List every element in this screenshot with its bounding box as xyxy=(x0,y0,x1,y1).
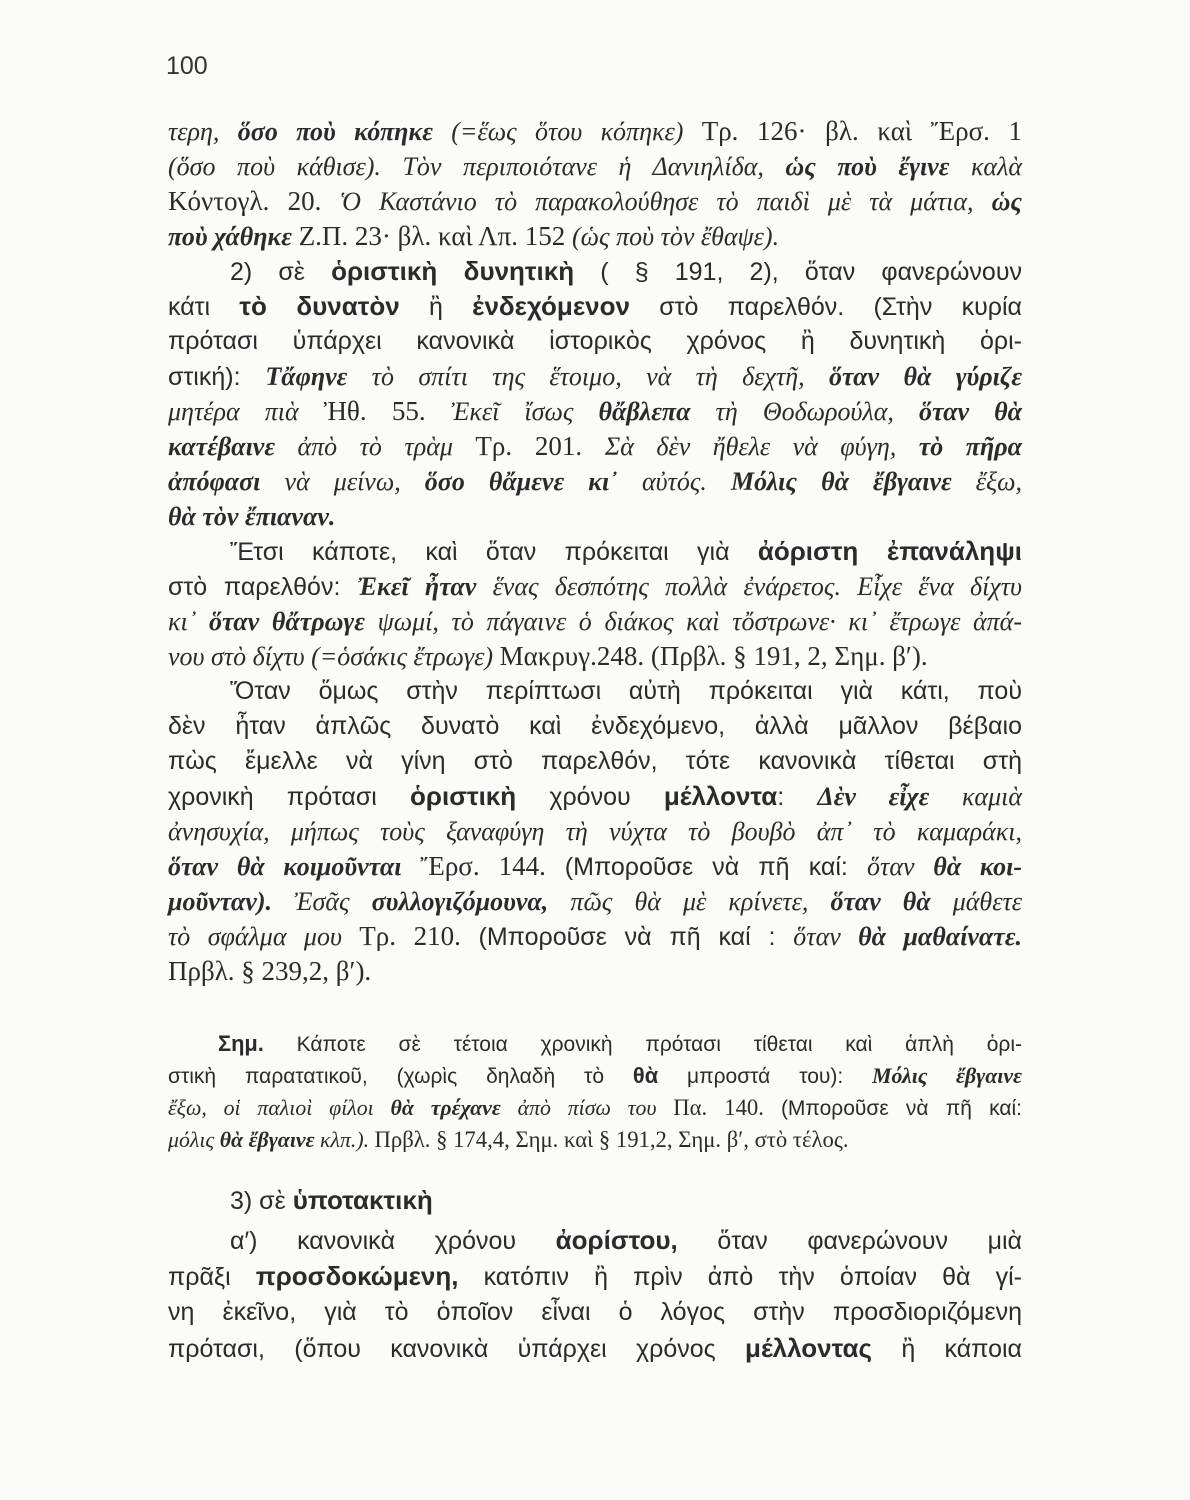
text-run: (=ἕως ὅτου κόπηκε) xyxy=(432,117,702,146)
text-run: (ὡς ποὺ τὸν ἔθαψε). xyxy=(572,222,780,251)
text-line xyxy=(168,709,1022,744)
text-line xyxy=(168,884,1022,919)
text-line xyxy=(168,359,1022,394)
text-run: : xyxy=(777,783,818,811)
text-run: θὰ κοι- xyxy=(933,852,1023,881)
text-line xyxy=(168,954,1022,989)
text-run: καμιὰ xyxy=(929,782,1023,811)
paragraph xyxy=(168,674,1022,989)
text-line xyxy=(168,639,1022,674)
text-run: ὅταν θὰ xyxy=(830,887,931,916)
text-run: στικὴ παρατατικοῦ, (χωρὶς δηλαδὴ τὸ xyxy=(168,1065,633,1088)
text-run: ὅταν θἄτρωγε xyxy=(209,607,365,636)
text-run: Δὲν εἶχε xyxy=(817,782,930,811)
text-run: κατέβαινε xyxy=(168,432,275,461)
text-run: Τἄφηνε xyxy=(265,362,348,391)
text-run: Ζ.Π. 23· βλ. καὶ Λπ. 152 xyxy=(291,221,572,251)
text-run: Ἐκεῖ ἴσως xyxy=(450,397,599,426)
text-line xyxy=(168,779,1022,814)
text-line xyxy=(168,1124,1022,1156)
text-line xyxy=(168,149,1022,184)
text-run: κάτι xyxy=(168,293,240,321)
text-run: μέλλοντα xyxy=(663,781,778,811)
text-run: Μακρυγ.248. (Πρβλ. § 191, 2, Σημ. β′). xyxy=(499,641,928,671)
text-run: μητέρα πιὰ xyxy=(168,397,324,426)
text-run: Μόλις θὰ ἔβγαινε xyxy=(730,467,952,496)
text-run: Πα. 140. xyxy=(673,1095,781,1120)
text-run: Τρ. 201. xyxy=(475,431,605,461)
page-number: 100 xyxy=(166,52,208,80)
text-run: ἕνας δεσπότης πολλὰ ἐνάρετος. Εἶχε ἕνα δίχτυ xyxy=(476,572,1022,601)
text-run: πρότασι ὑπάρχει κανονικὰ ἱστορικὸς χρόνος ἢ δυνητικὴ ὁρι- xyxy=(168,327,1022,355)
text-run: Μόλις ἔβγαινε xyxy=(872,1064,1022,1088)
text-run: (Μποροῦσε νὰ πῆ καί: xyxy=(780,1097,1022,1120)
text-line xyxy=(168,919,1022,954)
text-run: πρᾶξι xyxy=(168,1263,256,1291)
footnote xyxy=(168,1028,1022,1156)
text-run: χρονικὴ πρότασι xyxy=(168,783,410,811)
text-run: κι᾽ xyxy=(168,607,210,636)
text-run: ἀορίστου, xyxy=(555,1225,678,1255)
text-run: νη ἐκεῖνο, γιὰ τὸ ὁποῖον εἶναι ὁ λόγος στὴν προσδιοριζόμενη xyxy=(168,1298,1022,1326)
text-run: στική): xyxy=(168,363,266,391)
text-run: μέλλοντας xyxy=(745,1333,872,1363)
text-run: ὁριστικὴ δυνητικὴ xyxy=(331,256,575,286)
text-run: Κόντογλ. 20. xyxy=(168,186,340,216)
text-run: θὰ ἔβγαινε xyxy=(219,1128,315,1152)
text-run: ἔξω, οἱ παλιοὶ φίλοι xyxy=(168,1096,391,1120)
text-run: μάθετε xyxy=(930,887,1022,916)
text-run: στὸ παρελθόν: xyxy=(168,573,358,601)
text-run: Ἐκεῖ ἦταν xyxy=(357,572,477,601)
text-run: ὅταν φανερώνουν μιὰ xyxy=(677,1227,1022,1255)
text-run: θὰ τὸν ἔπιαναν. xyxy=(168,502,336,531)
text-run: θἄβλεπα xyxy=(598,397,691,426)
text-run: πῶς θὰ μὲ κρίνετε, xyxy=(548,887,831,916)
text-run: ὡς xyxy=(991,187,1022,216)
text-run: Κάποτε σὲ τέτοια χρονικὴ πρότασι τίθεται καὶ ἁπλὴ ὁρι- xyxy=(263,1033,1022,1056)
text-line xyxy=(168,289,1022,324)
text-line xyxy=(168,324,1022,359)
text-line xyxy=(168,429,1022,464)
text-run: Πρβλ. § 239,2, β′). xyxy=(168,956,372,986)
text-run: ἢ xyxy=(399,293,473,321)
text-run: μόλις xyxy=(168,1128,220,1152)
text-run: μοῦνταν). xyxy=(168,887,272,916)
text-run: ὅταν xyxy=(793,922,859,951)
text-run: Ὅταν ὅμως στὴν περίπτωσι αὐτὴ πρόκειται γιὰ κάτι, ποὺ xyxy=(230,677,1022,705)
text-run: ὡς ποὺ ἔγινε xyxy=(785,152,950,181)
text-run: κατόπιν ἢ πρὶν ἀπὸ τὴν ὁποίαν θὰ γί- xyxy=(458,1263,1022,1291)
text-run: μπροστά του): xyxy=(658,1065,873,1088)
text-line xyxy=(168,114,1022,149)
text-line xyxy=(168,1028,1022,1060)
text-line xyxy=(168,1294,1022,1330)
text-run: ὅσο ποὺ κόπηκε xyxy=(237,117,433,146)
text-line xyxy=(168,849,1022,884)
text-line xyxy=(168,184,1022,219)
text-run: νὰ μείνω, xyxy=(260,467,425,496)
text-line xyxy=(168,1330,1022,1366)
text-line xyxy=(168,219,1022,254)
text-run: Ὁ Καστάνιο τὸ παρακολούθησε τὸ παιδὶ μὲ τὰ μάτια, xyxy=(339,187,992,216)
text-line xyxy=(168,254,1022,289)
text-run: νου στὸ δίχτυ (=ὁσάκις ἔτρωγε) xyxy=(168,642,500,671)
text-line xyxy=(168,674,1022,709)
text-run: στὸ παρελθόν. (Στὴν κυρία xyxy=(629,293,1022,321)
text-run: ἀπὸ τὸ τρὰμ xyxy=(275,432,476,461)
text-run: 3) σὲ xyxy=(230,1187,293,1215)
text-run: (ὅσο ποὺ κάθισε). Τὸν περιποιότανε ἡ Δανιηλίδα, xyxy=(168,152,786,181)
text-run: ἀπόφασι xyxy=(168,467,261,496)
text-run: τὸ σπίτι της ἕτοιμο, νὰ τὴ δεχτῆ, xyxy=(347,362,829,391)
text-line xyxy=(168,1092,1022,1124)
text-run: θὰ xyxy=(632,1063,659,1088)
text-run: ἢ κάποια xyxy=(872,1335,1022,1363)
text-run: Σημ. xyxy=(218,1031,264,1056)
text-line xyxy=(168,1222,1022,1258)
text-run: Ἔρσ. 144. xyxy=(401,851,565,881)
text-run: ( § 191, 2), ὅταν φανερώνουν xyxy=(574,258,1022,286)
text-run: κλπ.). xyxy=(314,1128,375,1152)
text-run: Πρβλ. § 174,4, Σημ. καὶ § 191,2, Σημ. β′, στὸ τέλος. xyxy=(374,1127,849,1152)
text-line xyxy=(168,464,1022,499)
text-line xyxy=(168,814,1022,849)
text-run: τὸ δυνατὸν xyxy=(239,291,400,321)
text-run: Ἔτσι κάποτε, καὶ ὅταν πρόκειται γιὰ xyxy=(230,538,758,566)
text-run: Ἐσᾶς xyxy=(272,887,372,916)
text-run: ὅσο θἄμενε κι᾽ xyxy=(424,467,618,496)
text-run: ἔξω, xyxy=(951,467,1022,496)
text-run: ἀνησυχία, μήπως τοὺς ξαναφύγη τὴ νύχτα τὸ βουβὸ ἀπ᾽ τὸ καμαράκι, xyxy=(168,817,1022,846)
text-run: τὸ σφάλμα μου xyxy=(168,922,360,951)
text-run: πρότασι, (ὅπου κανονικὰ ὑπάρχει χρόνος xyxy=(168,1335,746,1363)
text-run: χρόνου xyxy=(516,783,664,811)
text-run: ὅταν θὰ xyxy=(918,397,1022,426)
text-run: (Μποροῦσε νὰ πῆ καί: xyxy=(564,853,868,881)
text-run: ἀπὸ πίσω του xyxy=(500,1096,674,1120)
text-run: συλλογιζόμουνα, xyxy=(371,887,549,916)
text-run: (Μποροῦσε νὰ πῆ καί : xyxy=(478,923,794,951)
text-run: ὅταν xyxy=(867,852,934,881)
text-run: 2) σὲ xyxy=(230,258,332,286)
text-run: ἀόριστη ἐπανάληψι xyxy=(757,536,1023,566)
text-line xyxy=(168,534,1022,569)
text-run: αὐτός. xyxy=(617,467,731,496)
text-run: ψωμί, τὸ πάγαινε ὁ διάκος καὶ τὄστρωνε· κι᾽ ἔτρωγε ἀπά- xyxy=(364,607,1022,636)
text-run: καλὰ xyxy=(949,152,1022,181)
text-run: δὲν ἦταν ἁπλῶς δυνατὸ καὶ ἐνδεχόμενο, ἀλλὰ μᾶλλον βέβαιο xyxy=(168,712,1022,740)
text-line xyxy=(168,499,1022,534)
text-line xyxy=(168,1258,1022,1294)
text-line xyxy=(168,604,1022,639)
text-run: τερη, xyxy=(168,117,238,146)
text-line xyxy=(168,1060,1022,1092)
text-line xyxy=(168,744,1022,779)
page-text xyxy=(168,114,1022,1366)
text-run: πὼς ἔμελλε νὰ γίνη στὸ παρελθόν, τότε κανονικὰ τίθεται στὴ xyxy=(168,747,1022,775)
text-run: ὅταν θὰ κοιμοῦνται xyxy=(168,852,402,881)
paragraph xyxy=(168,114,1022,254)
text-run: ποὺ χάθηκε xyxy=(168,222,292,251)
text-run: Ἠθ. 55. xyxy=(323,396,451,426)
text-run: θὰ τρέχανε xyxy=(390,1096,501,1120)
text-run: τὸ πῆρα xyxy=(918,432,1023,461)
text-line xyxy=(168,1182,1022,1218)
paragraph xyxy=(168,534,1022,674)
text-line xyxy=(168,569,1022,604)
text-run: τὴ Θοδωρούλα, xyxy=(690,397,919,426)
section-heading xyxy=(168,1182,1022,1218)
text-run: Τρ. 210. xyxy=(359,921,479,951)
text-run: Σὰ δὲν ἤθελε νὰ φύγη, xyxy=(604,432,919,461)
paragraph xyxy=(168,254,1022,534)
text-run: ὁριστικὴ xyxy=(410,781,517,811)
text-run: ὑποτακτικὴ xyxy=(292,1185,433,1215)
text-run: Τρ. 126· βλ. καὶ Ἔρσ. 1 xyxy=(701,116,1023,146)
text-run: ἐνδεχόμενον xyxy=(472,291,630,321)
text-run: ὅταν θὰ γύριζε xyxy=(829,362,1022,391)
text-run: α′) κανονικὰ χρόνου xyxy=(230,1227,556,1255)
text-line xyxy=(168,394,1022,429)
paragraph xyxy=(168,1222,1022,1366)
text-run: προσδοκώμενη, xyxy=(255,1261,459,1291)
text-run: θὰ μαθαίνατε. xyxy=(858,922,1023,951)
